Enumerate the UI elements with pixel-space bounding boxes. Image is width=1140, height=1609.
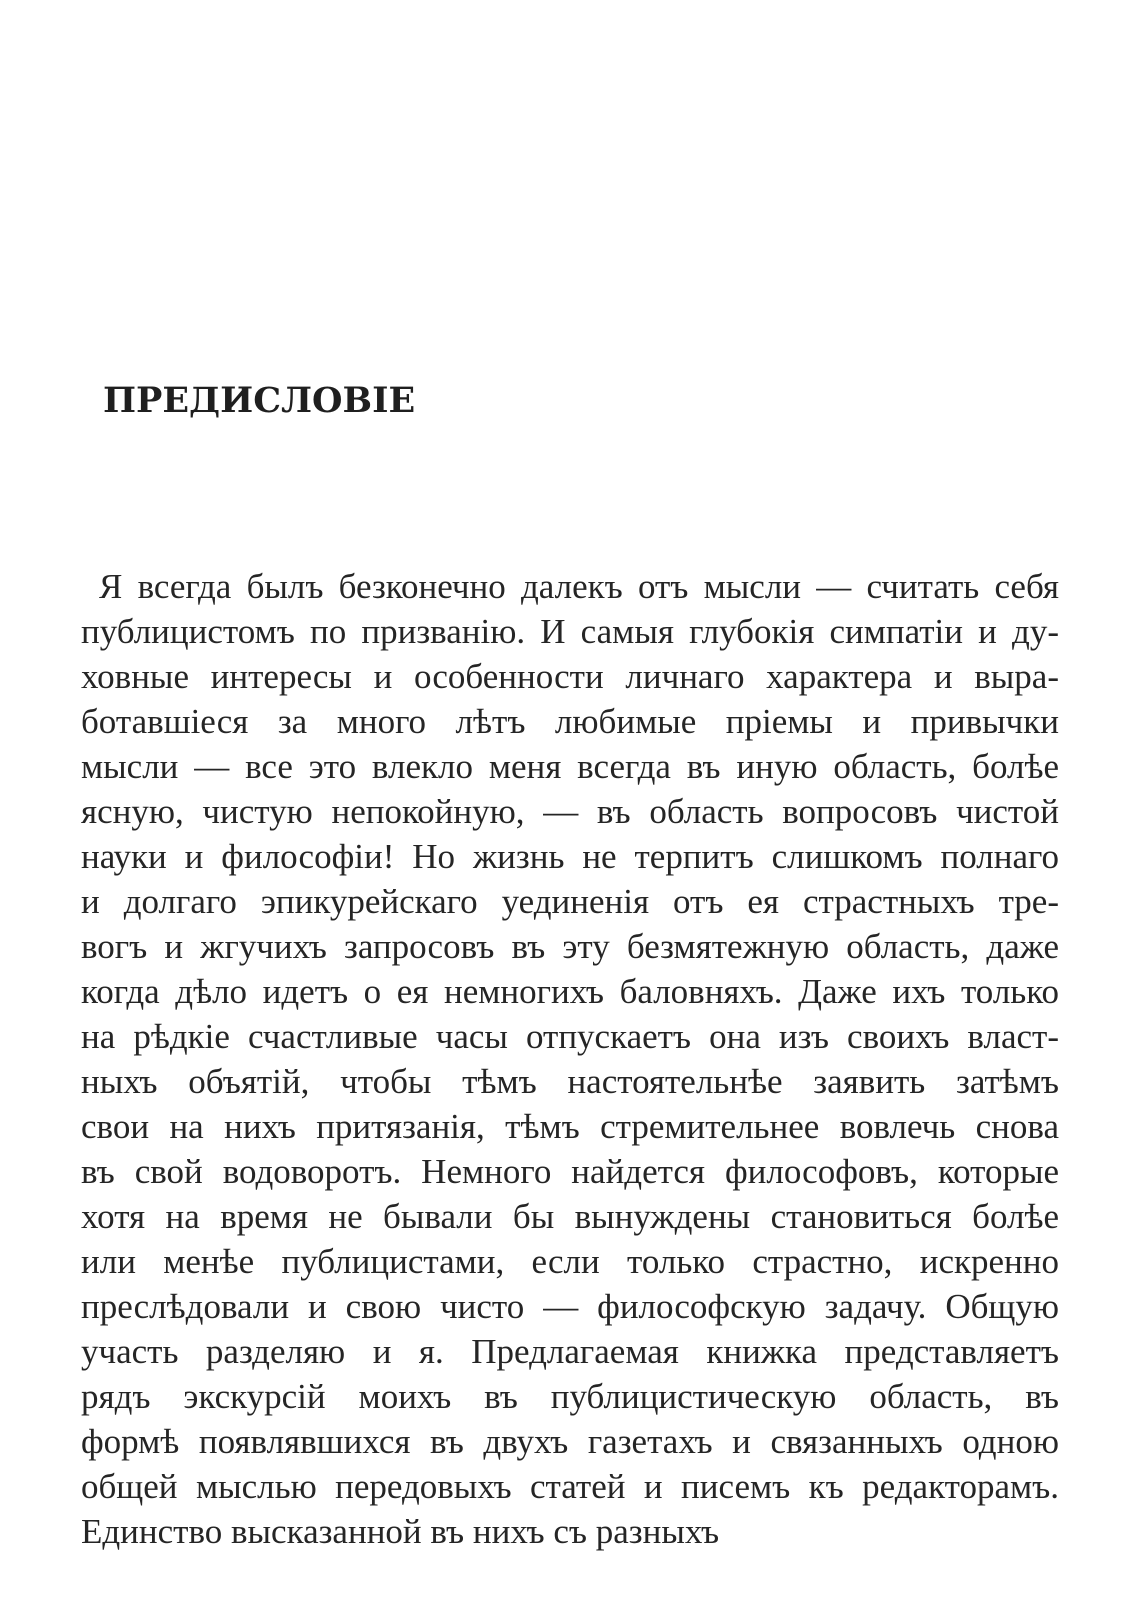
text-line: формѣ появлявшихся въ двухъ газетахъ и связанныхъ одною <box>81 1422 1059 1461</box>
text-line: ясную, чистую непокойную, — въ область вопросовъ чистой <box>81 792 1059 831</box>
text-line: общей мыслью передовыхъ статей и писемъ къ редакторамъ. <box>81 1467 1059 1506</box>
text-line: въ свой водоворотъ. Немного найдется философовъ, которые <box>81 1152 1059 1191</box>
text-line: свои на нихъ притязанія, тѣмъ стремительнее вовлечь снова <box>81 1107 1059 1146</box>
text-line: участь разделяю и я. Предлагаемая книжка представляетъ <box>81 1332 1059 1371</box>
text-line: и долгаго эпикурейскаго уединенія отъ ея страстныхъ тре- <box>81 882 1059 921</box>
text-line: хотя на время не бывали бы вынуждены становиться болѣе <box>81 1197 1059 1236</box>
text-line: когда дѣло идетъ о ея немногихъ баловняхъ. Даже ихъ только <box>81 972 1059 1011</box>
text-line: Я всегда былъ безконечно далекъ отъ мысли — считать себя <box>99 567 1059 606</box>
body-paragraph <box>81 564 1059 1554</box>
text-line: науки и философіи! Но жизнь не терпитъ слишкомъ полнаго <box>81 837 1059 876</box>
text-line: публицистомъ по призванію. И самыя глубокія симпатіи и ду- <box>81 612 1059 651</box>
text-line: ныхъ объятій, чтобы тѣмъ настоятельнѣе заявить затѣмъ <box>81 1062 1059 1101</box>
text-line: ховные интересы и особенности личнаго характера и выра- <box>81 657 1059 696</box>
text-line: или менѣе публицистами, если только страстно, искренно <box>81 1242 1059 1281</box>
text-line: на рѣдкіе счастливые часы отпускаетъ она изъ своихъ власт- <box>81 1017 1059 1056</box>
text-line: преслѣдовали и свою чисто — философскую задачу. Общую <box>81 1287 1059 1326</box>
text-line: вогъ и жгучихъ запросовъ въ эту безмятежную область, даже <box>81 927 1059 966</box>
text-line: Единство высказанной въ нихъ съ разныхъ <box>81 1512 720 1551</box>
chapter-title: ПРЕДИСЛОВІЕ <box>103 380 416 421</box>
text-line: ботавшіеся за много лѣтъ любимые пріемы и привычки <box>81 702 1059 741</box>
text-line: мысли — все это влекло меня всегда въ иную область, болѣе <box>81 747 1059 786</box>
text-line: рядъ экскурсій моихъ въ публицистическую область, въ <box>81 1377 1059 1416</box>
